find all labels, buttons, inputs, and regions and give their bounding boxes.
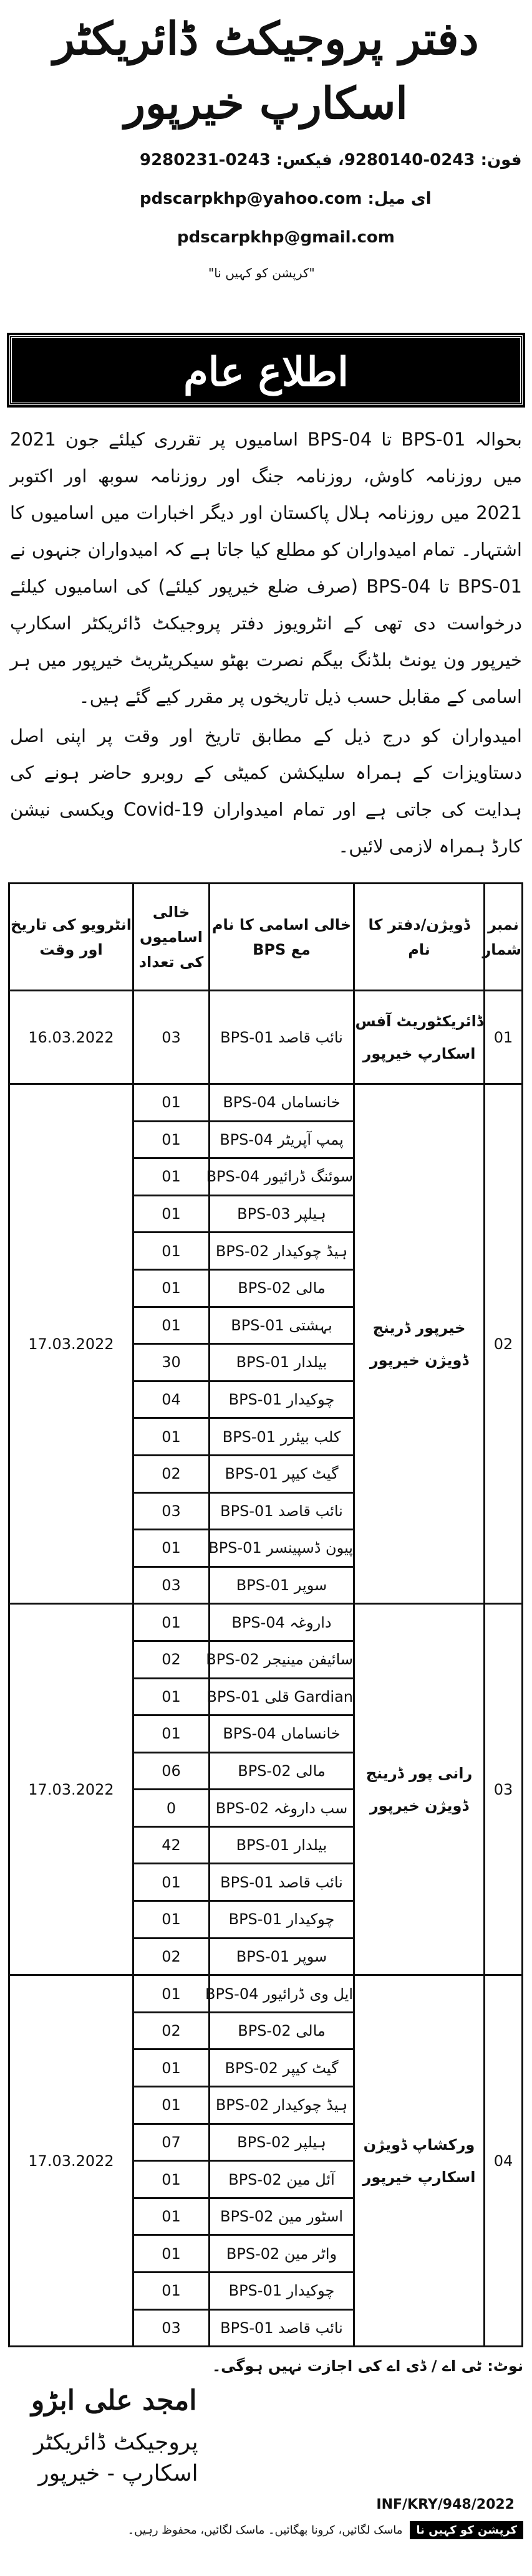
- public-notice-banner: اطلاع عام: [9, 335, 523, 405]
- vacancy-count-cell: 01: [133, 1121, 210, 1158]
- post-cell: ہیڈ چوکیدار BPS-02: [210, 2087, 354, 2124]
- post-cell: خانساماں BPS-04: [210, 1084, 354, 1122]
- vacancy-count-cell: 01: [133, 2235, 210, 2273]
- post-cell: واٹر مین BPS-02: [210, 2235, 354, 2273]
- post-cell: سوپر BPS-01: [210, 1938, 354, 1975]
- post-cell: گیٹ کیپر BPS-02: [210, 2049, 354, 2087]
- post-cell: مالی BPS-02: [210, 1752, 354, 1790]
- slogan-line: "کرپشن کو کہیں نا": [208, 265, 315, 280]
- header-sno: نمبر شمار: [485, 884, 523, 991]
- interview-date-cell: 17.03.2022: [9, 1084, 133, 1604]
- division-cell: رانی پور ڈرینج ڈویژن خیرپور: [354, 1604, 485, 1975]
- post-cell: سائیفن مینیجر BPS-02: [210, 1641, 354, 1678]
- vacancy-count-cell: 01: [133, 1901, 210, 1939]
- serial-number-cell: 03: [485, 1604, 523, 1975]
- post-cell: مالی BPS-02: [210, 2012, 354, 2049]
- post-cell: ہیلپر BPS-03: [210, 1195, 354, 1233]
- vacancy-count-cell: 01: [133, 1233, 210, 1270]
- page-title: دفتر پروجیکٹ ڈائریکٹر: [53, 12, 479, 65]
- vacancy-count-cell: 07: [133, 2124, 210, 2161]
- post-cell: چوکیدار BPS-01: [210, 2273, 354, 2310]
- page-subtitle: اسکارپ خیرپور: [124, 77, 408, 129]
- header-division: ڈویژن/دفتر کا نام: [354, 884, 485, 991]
- notice-body: [9, 421, 523, 865]
- signature-name: امجد علی ابڑو: [31, 2385, 197, 2417]
- header-post: خالی اسامی کا نام مع BPS: [210, 884, 354, 991]
- header-count: خالی اسامیوں کی تعداد: [133, 884, 210, 991]
- serial-number-cell: 01: [485, 991, 523, 1084]
- vacancy-count-cell: 01: [133, 1604, 210, 1641]
- post-cell: پیون ڈسپینسر BPS-01: [210, 1530, 354, 1567]
- vacancy-count-cell: 01: [133, 2161, 210, 2198]
- phone-fax-line: فون: 0243-9280140، فیکس: 0243-9280231: [140, 151, 522, 169]
- vacancy-count-cell: 01: [133, 2087, 210, 2124]
- vacancy-count-cell: 06: [133, 1752, 210, 1790]
- vacancy-count-cell: 01: [133, 2198, 210, 2235]
- post-cell: اسٹور مین BPS-02: [210, 2198, 354, 2235]
- contact-block: [9, 146, 523, 327]
- bottom-slogan-bar: [10, 2519, 523, 2540]
- vacancy-count-cell: 01: [133, 1269, 210, 1307]
- vacancies-table: [8, 882, 523, 2347]
- footer: [9, 2354, 523, 2540]
- vacancy-count-cell: 01: [133, 1307, 210, 1344]
- vacancy-count-cell: 02: [133, 2012, 210, 2049]
- vacancy-count-cell: 01: [133, 1678, 210, 1715]
- post-cell: ہیڈ چوکیدار BPS-02: [210, 1233, 354, 1270]
- vacancy-count-cell: 42: [133, 1826, 210, 1864]
- vacancy-count-cell: 04: [133, 1381, 210, 1418]
- post-cell: نائب قاصد BPS-01: [210, 2309, 354, 2347]
- post-cell: بیلدار BPS-01: [210, 1826, 354, 1864]
- table-row: [9, 1975, 523, 2013]
- header-date: انٹرویو کی تاریخ اور وقت: [9, 884, 133, 991]
- vacancy-count-cell: 02: [133, 1938, 210, 1975]
- post-cell: مالی BPS-02: [210, 1269, 354, 1307]
- post-cell: داروغہ BPS-04: [210, 1604, 354, 1641]
- post-cell: بیلدار BPS-01: [210, 1344, 354, 1381]
- post-cell: آئل مین BPS-02: [210, 2161, 354, 2198]
- post-cell: Gardian قلی BPS-01: [210, 1678, 354, 1715]
- email-line: ای میل: pdscarpkhp@yahoo.com: [140, 189, 432, 208]
- interview-date-cell: 17.03.2022: [9, 1975, 133, 2347]
- anti-corruption-tag: کرپشن کو کہیں نا: [410, 2521, 523, 2539]
- vacancy-count-cell: 02: [133, 1641, 210, 1678]
- table-row: [9, 1084, 523, 1122]
- vacancy-count-cell: 03: [133, 1492, 210, 1530]
- covid-slogan: ماسک لگائیں، کرونا بھگائیں۔ ماسک لگائیں، محفوظ رہیں۔: [127, 2523, 403, 2537]
- vacancy-count-cell: 01: [133, 1418, 210, 1456]
- post-cell: سب داروغہ BPS-02: [210, 1790, 354, 1827]
- vacancy-count-cell: 0: [133, 1790, 210, 1827]
- post-cell: سوئنگ ڈرائیور BPS-04: [210, 1158, 354, 1196]
- serial-number-cell: 02: [485, 1084, 523, 1604]
- post-cell: خانساماں BPS-04: [210, 1715, 354, 1753]
- vacancy-count-cell: 01: [133, 1530, 210, 1567]
- post-cell: پمپ آپریٹر BPS-04: [210, 1121, 354, 1158]
- post-cell: چوکیدار BPS-01: [210, 1901, 354, 1939]
- vacancy-count-cell: 02: [133, 1455, 210, 1492]
- vacancy-count-cell: 03: [133, 991, 210, 1084]
- reference-number: INF/KRY/948/2022: [376, 2497, 515, 2513]
- vacancy-count-cell: 01: [133, 2049, 210, 2087]
- division-cell: ڈائریکٹوریٹ آفس اسکارپ خیرپور: [354, 991, 485, 1084]
- vacancy-count-cell: 03: [133, 1567, 210, 1604]
- vacancy-count-cell: 01: [133, 1864, 210, 1901]
- travel-allowance-note: نوٹ: ٹی اے / ڈی اے کی اجازت نہیں ہوگی۔: [212, 2357, 523, 2375]
- table-row: [9, 1604, 523, 1641]
- post-cell: چوکیدار BPS-01: [210, 1381, 354, 1418]
- vacancy-count-cell: 01: [133, 1084, 210, 1122]
- post-cell: نائب قاصد BPS-01: [210, 1864, 354, 1901]
- vacancy-count-cell: 03: [133, 2309, 210, 2347]
- post-cell: نائب قاصد BPS-01: [210, 991, 354, 1084]
- post-cell: ایل وی ڈرائیور BPS-04: [210, 1975, 354, 2013]
- header: [9, 0, 523, 133]
- table-header-row: [9, 884, 523, 991]
- post-cell: ہیلپر BPS-02: [210, 2124, 354, 2161]
- division-cell: خیرپور ڈرینج ڈویژن خیرپور: [354, 1084, 485, 1604]
- vacancy-count-cell: 01: [133, 1195, 210, 1233]
- table-row: [9, 991, 523, 1084]
- table-body: [9, 991, 523, 2347]
- vacancy-count-cell: 30: [133, 1344, 210, 1381]
- post-cell: سوپر BPS-01: [210, 1567, 354, 1604]
- signature-title: [34, 2427, 198, 2489]
- vacancy-count-cell: 01: [133, 2273, 210, 2310]
- division-cell: ورکشاپ ڈویژن اسکارپ خیرپور: [354, 1975, 485, 2347]
- serial-number-cell: 04: [485, 1975, 523, 2347]
- notice-paragraph-1: بحوالہ BPS-01 تا BPS-04 اسامیوں پر تقرری کیلئے جون 2021 میں روزنامہ کاوش، روزنامہ جنگ اور روزنامہ سوبھ اور اکتوبر 2021 میں روزنامہ ہلال پاکستان اور دیگر اخبارات میں اسامیوں کا اشتہار۔ تمام امیدواران کو مطلع کیا جاتا ہے کہ امیدواران جنہوں نے BPS-01 تا BPS-04 (صرف ضلع خیرپور کیلئے) کی اسامیوں کیلئے درخواست دی تھی کے انٹرویوز دفتر پروجیکٹ ڈائریکٹر اسکارپ خیرپور ون یونٹ بلڈنگ بیگم نصرت بھٹو سیکریٹریٹ خیرپور میں ہر اسامی کے مقابل حسب ذیل تاریخوں پر مقرر کیے گئے ہیں۔: [10, 429, 522, 707]
- post-cell: بہشتی BPS-01: [210, 1307, 354, 1344]
- interview-date-cell: 17.03.2022: [9, 1604, 133, 1975]
- post-cell: کلب بیئرر BPS-01: [210, 1418, 354, 1456]
- interview-date-cell: 16.03.2022: [9, 991, 133, 1084]
- signature-title-line-2: اسکارپ - خیرپور: [38, 2461, 198, 2487]
- vacancy-count-cell: 01: [133, 1158, 210, 1196]
- post-cell: گیٹ کیپر BPS-01: [210, 1455, 354, 1492]
- post-cell: نائب قاصد BPS-01: [210, 1492, 354, 1530]
- signature-title-line-1: پروجیکٹ ڈائریکٹر: [34, 2430, 198, 2456]
- vacancy-count-cell: 01: [133, 1715, 210, 1753]
- notice-paragraph-2: امیدواران کو درج ذیل کے مطابق تاریخ اور وقت پر اپنی اصل دستاویزات کے ہمراہ سلیکشن کمیٹی کے روبرو حاضر ہونے کی ہدایت کی جاتی ہے اور تمام امیدواران Covid-19 ویکسی نیشن کارڈ ہمراہ لازمی لائیں۔: [10, 725, 522, 857]
- vacancy-count-cell: 01: [133, 1975, 210, 2013]
- email-line-2: pdscarpkhp@gmail.com: [177, 228, 395, 247]
